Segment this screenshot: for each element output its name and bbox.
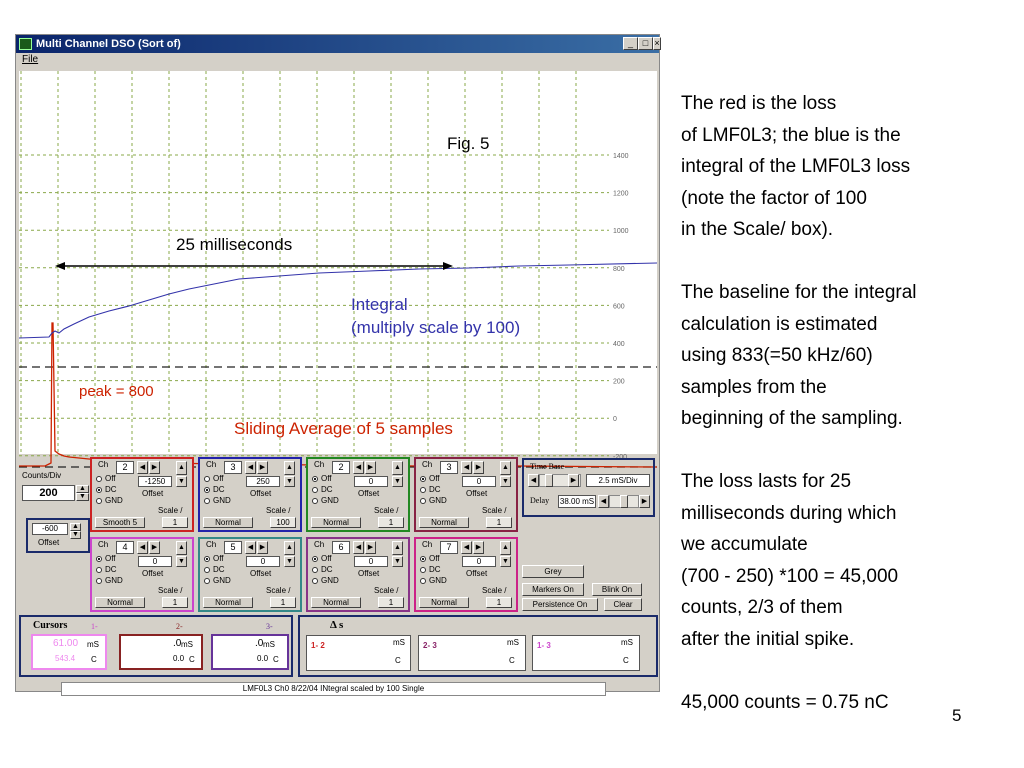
channel-panel bbox=[90, 457, 194, 532]
minimize-button[interactable]: _ bbox=[623, 37, 638, 50]
ch-next-button[interactable]: ▶ bbox=[149, 541, 160, 554]
dc-label: DC bbox=[213, 565, 225, 574]
dc-label: DC bbox=[105, 485, 117, 494]
ch-prev-button[interactable]: ◀ bbox=[353, 541, 364, 554]
note-line: in the Scale/ box). bbox=[681, 219, 834, 240]
ch-offset-spin[interactable]: ▼ bbox=[176, 556, 187, 567]
ch-scale-label: Scale / bbox=[482, 506, 507, 515]
channel-panel bbox=[306, 457, 410, 532]
dc-radio-dot bbox=[312, 567, 318, 573]
ch-mode-label: Normal bbox=[215, 598, 241, 607]
ch-scale-input[interactable]: 1 bbox=[270, 597, 296, 608]
ch-scale-label: Scale / bbox=[158, 586, 183, 595]
title-bar bbox=[16, 35, 659, 53]
offset-down-button[interactable]: ▼ bbox=[70, 531, 81, 539]
timebase-thumb[interactable] bbox=[545, 474, 553, 487]
ch-mode-button[interactable] bbox=[95, 597, 145, 608]
cursor1-box[interactable] bbox=[31, 634, 107, 670]
ch-next-button[interactable]: ▶ bbox=[365, 461, 376, 474]
delta-13-label: 1- 3 bbox=[537, 641, 551, 650]
ch-mode-button[interactable] bbox=[419, 517, 469, 528]
cursor3-count: 0.0 bbox=[257, 654, 269, 663]
ch-offset-input[interactable]: 250 bbox=[246, 476, 280, 487]
ch-next-button[interactable]: ▶ bbox=[473, 461, 484, 474]
gnd-label: GND bbox=[321, 576, 339, 585]
gnd-label: GND bbox=[105, 496, 123, 505]
ch-mode-label: Normal bbox=[431, 518, 457, 527]
off-radio-dot bbox=[204, 476, 210, 482]
cursor1-c: C bbox=[91, 655, 97, 664]
ch-prev-button[interactable]: ◀ bbox=[245, 541, 256, 554]
scale-up-button[interactable]: ▲ bbox=[392, 541, 403, 555]
gnd-label: GND bbox=[213, 496, 231, 505]
scope-display bbox=[19, 71, 657, 461]
ch-offset-spin[interactable]: ▼ bbox=[284, 556, 295, 567]
gnd-radio-dot bbox=[312, 578, 318, 584]
ch-label: Ch bbox=[314, 540, 325, 549]
ch-offset-label: Offset bbox=[358, 569, 380, 578]
ch-scale-input[interactable]: 1 bbox=[486, 517, 512, 528]
grey-button[interactable]: Grey bbox=[522, 565, 584, 578]
offset-input[interactable]: -600 bbox=[32, 523, 68, 535]
dc-radio-dot bbox=[204, 567, 210, 573]
ch-offset-spin[interactable]: ▼ bbox=[176, 476, 187, 487]
ch-scale-label: Scale / bbox=[374, 586, 399, 595]
ch-scale-label: Scale / bbox=[374, 506, 399, 515]
delta-panel bbox=[298, 615, 658, 677]
ch-mode-button[interactable] bbox=[203, 597, 253, 608]
ch-offset-label: Offset bbox=[250, 489, 272, 498]
span-label: 25 milliseconds bbox=[176, 235, 293, 254]
delay-thumb[interactable] bbox=[620, 495, 628, 508]
status-bar: LMF0L3 Ch0 8/22/04 INtegral scaled by 100 Single bbox=[61, 682, 606, 696]
cursor2-time: .0 bbox=[173, 638, 182, 649]
delta-12-c: C bbox=[395, 656, 401, 665]
off-radio[interactable] bbox=[420, 474, 440, 483]
ch-mode-label: Normal bbox=[323, 518, 349, 527]
note-line: The red is the loss bbox=[681, 93, 837, 114]
counts-up-button[interactable]: ▲ bbox=[76, 485, 89, 493]
ch-offset-label: Offset bbox=[466, 569, 488, 578]
y-tick-label: 800 bbox=[613, 265, 625, 273]
y-tick-label: -200 bbox=[613, 453, 628, 461]
cursor3-c: C bbox=[273, 655, 279, 664]
menu-bar bbox=[16, 53, 659, 67]
note-line: calculation is estimated bbox=[681, 313, 878, 335]
ch-scale-input[interactable]: 1 bbox=[486, 597, 512, 608]
fig-label: Fig. 5 bbox=[447, 134, 490, 153]
ch-prev-button[interactable]: ◀ bbox=[245, 461, 256, 474]
delay-label: Delay bbox=[530, 496, 550, 505]
delay-left-button[interactable]: ◀ bbox=[598, 495, 609, 508]
ch-offset-spin[interactable]: ▼ bbox=[392, 556, 403, 567]
ch-next-button[interactable]: ▶ bbox=[257, 461, 268, 474]
cursor3-time: .0 bbox=[255, 638, 264, 649]
ch-offset-input[interactable]: 0 bbox=[354, 476, 388, 487]
delay-right-button[interactable]: ▶ bbox=[639, 495, 650, 508]
offset-panel bbox=[26, 518, 90, 553]
ch-prev-button[interactable]: ◀ bbox=[461, 461, 472, 474]
ch-offset-input[interactable]: -1250 bbox=[138, 476, 172, 487]
ch-number-input[interactable]: 6 bbox=[332, 541, 350, 554]
cursor2-count: 0.0 bbox=[173, 654, 185, 663]
peak-label: peak = 800 bbox=[79, 383, 154, 400]
ch-mode-button[interactable] bbox=[419, 597, 469, 608]
ch-next-button[interactable]: ▶ bbox=[473, 541, 484, 554]
gnd-radio[interactable] bbox=[96, 496, 123, 505]
ch-offset-spin[interactable]: ▼ bbox=[392, 476, 403, 487]
gnd-radio-dot bbox=[420, 498, 426, 504]
ch-prev-button[interactable]: ◀ bbox=[353, 461, 364, 474]
ch-scale-label: Scale / bbox=[482, 586, 507, 595]
ch-offset-input[interactable]: 0 bbox=[462, 476, 496, 487]
gnd-label: GND bbox=[429, 496, 447, 505]
off-radio[interactable] bbox=[312, 554, 332, 563]
gnd-label: GND bbox=[429, 576, 447, 585]
ch-scale-input[interactable]: 1 bbox=[378, 517, 404, 528]
channel-panel bbox=[198, 457, 302, 532]
ch-label: Ch bbox=[206, 540, 217, 549]
note-line: using 833(=50 kHz/60) bbox=[681, 345, 873, 366]
ch-mode-label: Normal bbox=[107, 598, 133, 607]
off-label: Off bbox=[213, 474, 224, 483]
channel-panel bbox=[414, 537, 518, 612]
cursor2-ms: mS bbox=[181, 640, 193, 649]
ch-label: Ch bbox=[422, 460, 433, 469]
timebase-right-button[interactable]: ▶ bbox=[568, 474, 579, 487]
ch-offset-label: Offset bbox=[142, 489, 164, 498]
dc-radio-dot bbox=[420, 567, 426, 573]
y-tick-label: 200 bbox=[613, 378, 625, 386]
note-line: samples from the bbox=[681, 376, 827, 398]
note-line: beginning of the sampling. bbox=[681, 408, 903, 429]
timebase-left-button[interactable]: ◀ bbox=[528, 474, 539, 487]
markers-on-button[interactable]: Markers On bbox=[522, 583, 584, 596]
off-radio-dot bbox=[312, 476, 318, 482]
note-line: 45,000 counts = 0.75 nC bbox=[681, 691, 889, 713]
ch-mode-button[interactable] bbox=[311, 597, 361, 608]
note-line: The baseline for the integral bbox=[681, 282, 917, 303]
ch-offset-input[interactable]: 0 bbox=[246, 556, 280, 567]
ch-mode-label: Normal bbox=[215, 518, 241, 527]
gnd-label: GND bbox=[213, 576, 231, 585]
delta-12-ms: mS bbox=[393, 638, 405, 647]
ch-number-input[interactable]: 5 bbox=[224, 541, 242, 554]
note-line: integral of the LMF0L3 loss bbox=[681, 156, 911, 177]
ch-next-button[interactable]: ▶ bbox=[257, 541, 268, 554]
dc-label: DC bbox=[429, 485, 441, 494]
dc-label: DC bbox=[321, 485, 333, 494]
ch-offset-spin[interactable]: ▼ bbox=[284, 476, 295, 487]
ch-mode-button[interactable] bbox=[203, 517, 253, 528]
delta-13-ms: mS bbox=[621, 638, 633, 647]
delta-12-box[interactable] bbox=[306, 635, 411, 671]
cursor3-ms: mS bbox=[263, 640, 275, 649]
integral-label-2: (multiply scale by 100) bbox=[351, 318, 521, 337]
off-label: Off bbox=[429, 554, 440, 563]
note-line: of LMF0L3; the blue is the bbox=[681, 124, 901, 146]
cursor1-label: 1- bbox=[91, 622, 98, 631]
gnd-label: GND bbox=[105, 576, 123, 585]
ch-mode-label: Normal bbox=[431, 598, 457, 607]
offset-up-button[interactable]: ▲ bbox=[70, 523, 81, 531]
ch-prev-button[interactable]: ◀ bbox=[137, 461, 148, 474]
ch-scale-input[interactable]: 100 bbox=[270, 517, 296, 528]
integral-label: Integral bbox=[351, 295, 408, 314]
app-icon bbox=[19, 38, 32, 50]
ch-next-button[interactable]: ▶ bbox=[365, 541, 376, 554]
counts-input[interactable]: 200 bbox=[22, 485, 75, 501]
scale-up-button[interactable]: ▲ bbox=[392, 461, 403, 475]
channel-panel bbox=[306, 537, 410, 612]
scale-up-button[interactable]: ▲ bbox=[500, 461, 511, 475]
off-radio[interactable] bbox=[96, 474, 116, 483]
cursor2-box[interactable] bbox=[119, 634, 203, 670]
timebase-label: Time Base bbox=[530, 462, 565, 471]
off-radio-dot bbox=[96, 476, 102, 482]
y-tick-label: 400 bbox=[613, 341, 625, 348]
off-radio[interactable] bbox=[204, 474, 224, 483]
dc-radio[interactable] bbox=[420, 565, 441, 574]
ch-scale-input[interactable]: 1 bbox=[162, 517, 188, 528]
ch-next-button[interactable]: ▶ bbox=[149, 461, 160, 474]
off-label: Off bbox=[321, 474, 332, 483]
delta-13-c: C bbox=[623, 656, 629, 665]
gnd-radio[interactable] bbox=[204, 576, 231, 585]
close-button[interactable]: × bbox=[654, 38, 660, 48]
off-radio-dot bbox=[420, 556, 426, 562]
gnd-radio[interactable] bbox=[420, 496, 447, 505]
dc-label: DC bbox=[429, 565, 441, 574]
ch-mode-label: Normal bbox=[323, 598, 349, 607]
menu-file[interactable]: File bbox=[22, 54, 39, 65]
cursor2-label: 2- bbox=[176, 622, 183, 631]
window-title: Multi Channel DSO (Sort of) bbox=[36, 38, 181, 50]
ch-offset-label: Offset bbox=[250, 569, 272, 578]
y-tick-label: 1400 bbox=[613, 153, 629, 160]
cursors-panel bbox=[19, 615, 293, 677]
y-tick-label: 600 bbox=[613, 303, 625, 311]
off-radio[interactable] bbox=[312, 474, 332, 483]
ch-scale-label: Scale / bbox=[158, 506, 183, 515]
ch-label: Ch bbox=[206, 460, 217, 469]
ch-scale-input[interactable]: 1 bbox=[378, 597, 404, 608]
dc-radio[interactable] bbox=[420, 485, 441, 494]
dso-window bbox=[15, 34, 660, 692]
ch-offset-spin[interactable]: ▼ bbox=[500, 556, 511, 567]
delta-13-box[interactable] bbox=[532, 635, 640, 671]
delta-23-c: C bbox=[509, 656, 515, 665]
cursor1-count: 543.4 bbox=[55, 654, 76, 663]
ch-label: Ch bbox=[98, 460, 109, 469]
ch-mode-button[interactable] bbox=[95, 517, 145, 528]
blink-on-button[interactable]: Blink On bbox=[592, 583, 642, 596]
offset-label: Offset bbox=[38, 538, 60, 547]
ch-offset-spin[interactable]: ▼ bbox=[500, 476, 511, 487]
dc-radio[interactable] bbox=[312, 485, 333, 494]
dc-radio[interactable] bbox=[204, 565, 225, 574]
off-label: Off bbox=[321, 554, 332, 563]
scale-up-button[interactable]: ▲ bbox=[176, 461, 187, 475]
channel-panel bbox=[414, 457, 518, 532]
ch-mode-value: 5 bbox=[132, 518, 138, 527]
delta-23-ms: mS bbox=[507, 638, 519, 647]
delta-23-label: 2- 3 bbox=[423, 641, 437, 650]
ch-label: Ch bbox=[98, 540, 109, 549]
clear-button[interactable]: Clear bbox=[604, 598, 642, 611]
ch-prev-button[interactable]: ◀ bbox=[461, 541, 472, 554]
ch-offset-label: Offset bbox=[466, 489, 488, 498]
note-line: milliseconds during which bbox=[681, 502, 897, 524]
note-line: counts, 2/3 of them bbox=[681, 597, 843, 618]
cursor2-c: C bbox=[189, 655, 195, 664]
scale-up-button[interactable]: ▲ bbox=[284, 461, 295, 475]
off-radio[interactable] bbox=[420, 554, 440, 563]
off-radio-dot bbox=[96, 556, 102, 562]
ch-scale-label: Scale / bbox=[266, 586, 291, 595]
off-label: Off bbox=[213, 554, 224, 563]
gnd-radio[interactable] bbox=[312, 576, 339, 585]
note-line: (700 - 250) *100 = 45,000 bbox=[681, 565, 899, 587]
ch-offset-input[interactable]: 0 bbox=[462, 556, 496, 567]
cursor3-label: 3- bbox=[266, 622, 273, 631]
ch-number-input[interactable]: 3 bbox=[440, 461, 458, 474]
cursors-title: Cursors bbox=[33, 620, 68, 631]
y-tick-label: 0 bbox=[613, 416, 617, 424]
dc-radio-dot bbox=[96, 487, 102, 493]
ch-mode-label: Smooth bbox=[102, 518, 131, 527]
gnd-radio-dot bbox=[96, 578, 102, 584]
gnd-radio-dot bbox=[96, 498, 102, 504]
ch-number-input[interactable]: 7 bbox=[440, 541, 458, 554]
counts-down-button[interactable]: ▼ bbox=[76, 493, 89, 501]
dc-label: DC bbox=[321, 565, 333, 574]
note-line: The loss lasts for 25 bbox=[681, 471, 852, 492]
ch-offset-input[interactable]: 0 bbox=[138, 556, 172, 567]
scale-up-button[interactable]: ▲ bbox=[500, 541, 511, 555]
gnd-radio[interactable] bbox=[420, 576, 447, 585]
ch-offset-label: Offset bbox=[142, 569, 164, 578]
delta-23-box[interactable] bbox=[418, 635, 526, 671]
dc-radio-dot bbox=[420, 487, 426, 493]
off-radio[interactable] bbox=[204, 554, 224, 563]
scale-up-button[interactable]: ▲ bbox=[176, 541, 187, 555]
ch-label: Ch bbox=[314, 460, 325, 469]
delta-title: Δ s bbox=[330, 619, 344, 631]
integral-trace bbox=[19, 263, 657, 338]
sliding-average-label: Sliding Average of 5 samples bbox=[234, 419, 453, 438]
scope-plot bbox=[19, 71, 657, 461]
gnd-label: GND bbox=[321, 496, 339, 505]
dc-radio-dot bbox=[204, 487, 210, 493]
ch-prev-button[interactable]: ◀ bbox=[137, 541, 148, 554]
gnd-radio[interactable] bbox=[204, 496, 231, 505]
dc-label: DC bbox=[105, 565, 117, 574]
channel-panel bbox=[90, 537, 194, 612]
off-label: Off bbox=[105, 554, 116, 563]
dc-label: DC bbox=[213, 485, 225, 494]
note-line: (note the factor of 100 bbox=[681, 187, 867, 209]
cursor1-ms: mS bbox=[87, 640, 99, 649]
ch-label: Ch bbox=[422, 540, 433, 549]
channel-panel bbox=[198, 537, 302, 612]
gnd-radio-dot bbox=[312, 498, 318, 504]
ch-number-input[interactable]: 4 bbox=[116, 541, 134, 554]
dc-radio[interactable] bbox=[204, 485, 225, 494]
gnd-radio-dot bbox=[204, 498, 210, 504]
dc-radio[interactable] bbox=[96, 485, 117, 494]
cursor3-box[interactable] bbox=[211, 634, 289, 670]
dc-radio-dot bbox=[312, 487, 318, 493]
gnd-radio[interactable] bbox=[96, 576, 123, 585]
off-radio-dot bbox=[420, 476, 426, 482]
ch-number-input[interactable]: 2 bbox=[332, 461, 350, 474]
scale-up-button[interactable]: ▲ bbox=[284, 541, 295, 555]
page-number: 5 bbox=[952, 706, 962, 725]
timebase-value[interactable]: 2.5 mS/Div bbox=[586, 474, 650, 487]
ch-offset-input[interactable]: 0 bbox=[354, 556, 388, 567]
timebase-panel bbox=[522, 458, 655, 517]
y-tick-label: 1200 bbox=[613, 190, 629, 198]
gnd-radio-dot bbox=[204, 578, 210, 584]
off-radio-dot bbox=[204, 556, 210, 562]
dc-radio[interactable] bbox=[96, 565, 117, 574]
maximize-button[interactable]: □ bbox=[638, 37, 653, 50]
ch-mode-button[interactable] bbox=[311, 517, 361, 528]
ch-scale-input[interactable]: 1 bbox=[162, 597, 188, 608]
gnd-radio-dot bbox=[420, 578, 426, 584]
note-line: we accumulate bbox=[681, 534, 808, 555]
persistence-on-button[interactable]: Persistence On bbox=[522, 598, 598, 611]
counts-label: Counts/Div bbox=[22, 471, 62, 480]
ch-scale-label: Scale / bbox=[266, 506, 291, 515]
off-radio[interactable] bbox=[96, 554, 116, 563]
off-radio-dot bbox=[312, 556, 318, 562]
span-arrow-left-head bbox=[55, 262, 65, 270]
delta-12-label: 1- 2 bbox=[311, 641, 325, 650]
off-label: Off bbox=[105, 474, 116, 483]
delay-value[interactable]: 38.00 mS bbox=[559, 497, 595, 506]
ch-number-input[interactable]: 2 bbox=[116, 461, 134, 474]
gnd-radio[interactable] bbox=[312, 496, 339, 505]
cursor1-time: 61.00 bbox=[53, 638, 79, 649]
note-line: after the initial spike. bbox=[681, 628, 855, 650]
dc-radio[interactable] bbox=[312, 565, 333, 574]
dc-radio-dot bbox=[96, 567, 102, 573]
ch-offset-label: Offset bbox=[358, 489, 380, 498]
ch-number-input[interactable]: 3 bbox=[224, 461, 242, 474]
off-label: Off bbox=[429, 474, 440, 483]
y-tick-label: 1000 bbox=[613, 228, 629, 236]
